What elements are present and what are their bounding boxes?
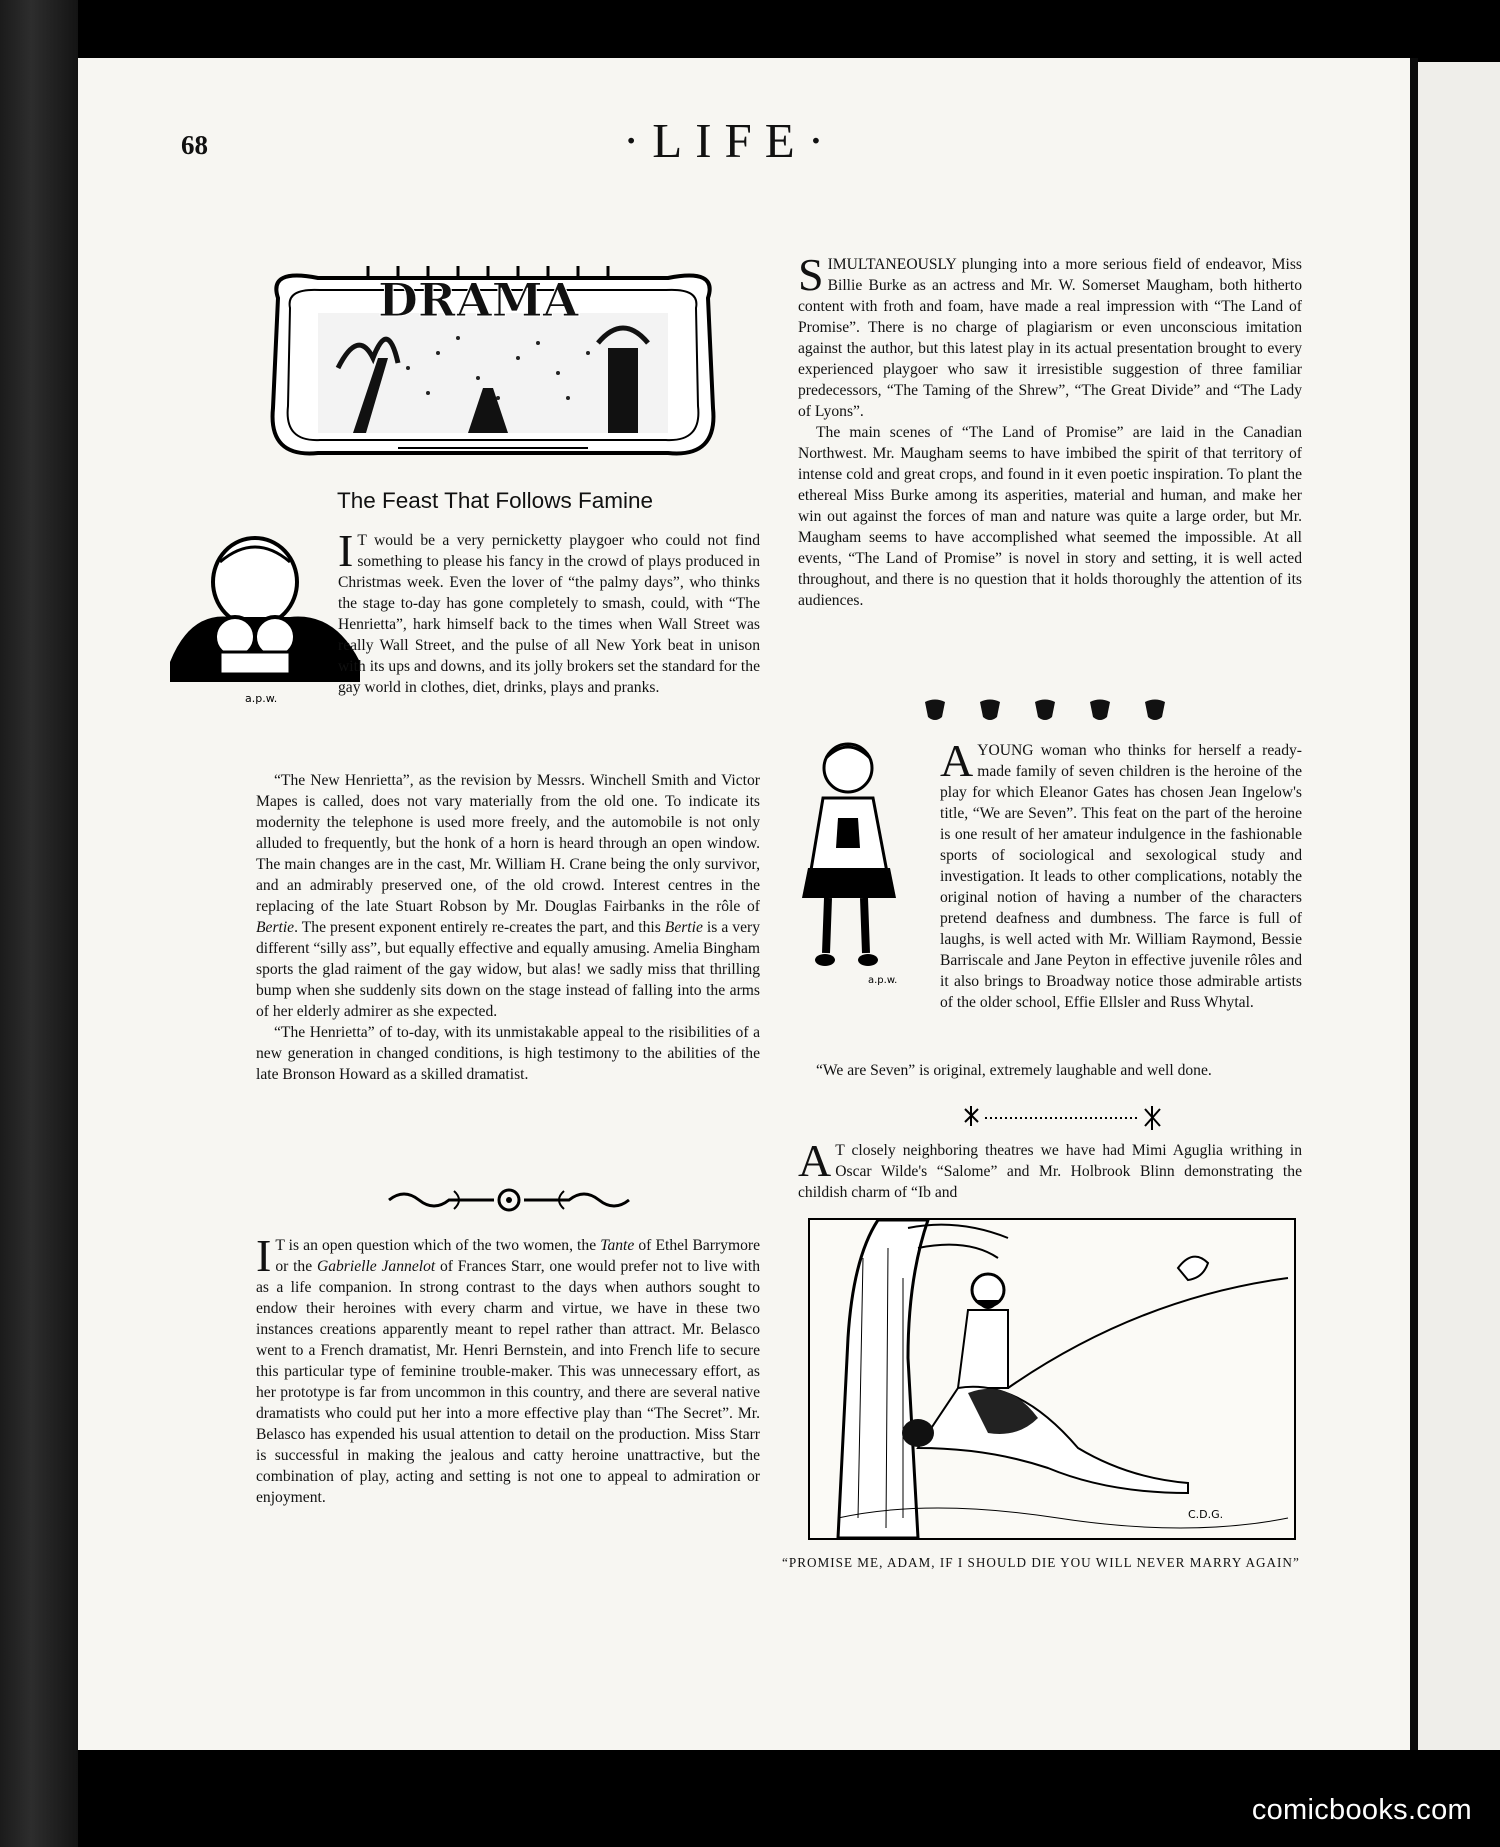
girl-illustration — [798, 738, 928, 988]
article1-lead-block — [338, 525, 760, 698]
article5-body: A T closely neighboring theatres we have had Mimi Aguglia writhing in Oscar Wilde's “Salome” and Mr. Holbrook Blinn demonstrating the childish charm of “Ib and — [798, 1135, 1302, 1201]
scroll-ornament — [384, 1183, 634, 1217]
dropcap-a2: A — [798, 1135, 832, 1186]
article3-paragraph-2: The main scenes of “The Land of Promise” are laid in the Canadian Northwest. Mr. Maugham seems to have imbibed the spirit of that territory of intense cold and great crops, and found in it even poetic inspiration. To plant the ethereal Miss Burke among its asperities, material and human, and make her win out against the forces of man and nature was quite a large order, but Mr. Maugham seems to have accomplished what seemed the impossible. At all events, “The Land of Promise” is novel in story and setting, it is well acted throughout, and there is no question that it holds thoroughly the attention of its audiences. — [798, 424, 1302, 609]
article4-paragraph-2: “We are Seven” is original, extremely laughable and well done. — [816, 1062, 1212, 1079]
article1-paragraph-2: “The New Henrietta”, as the revision by Messrs. Winchell Smith and Victor Mapes is called, does not vary materially from the old one. To indicate its modernity the telephone is used more freely, and the automobile is not only alluded to frequently, but the honk of a horn is heard through an open window. The main changes are in the cast, Mr. William H. Crane being the only survivor, and an admirably preserved one, of the old crowd. Interest centres in the replacing of the late Stuart Robson by Mr. Douglas Fairbanks in the rôle of Bertie. The present exponent entirely re-creates the part, and this Bertie is a very different “silly ass”, but equally effective and equally amusing. Amelia Bingham sports the glad raiment of the gay widow, but alas! we sadly miss that thrilling bump when she suddenly sits down on the stage instead of falling into the arms of her elderly admirer as she expected. — [256, 772, 760, 1020]
dropcap-i2: I — [256, 1230, 272, 1281]
page-number: 68 — [181, 130, 208, 160]
illustration-caption: “PROMISE ME, ADAM, IF I SHOULD DIE YOU WILL NEVER MARRY AGAIN” — [782, 1555, 1300, 1570]
site-watermark: comicbooks.com — [1251, 1794, 1472, 1826]
svg-text:a.p.w.: a.p.w. — [245, 692, 278, 704]
banner-title: DRAMA — [378, 273, 579, 327]
article-heading: The Feast That Follows Famine — [337, 488, 653, 513]
svg-text:a.p.w.: a.p.w. — [868, 975, 898, 986]
dropcap-s: S — [798, 249, 824, 300]
article2-body: I T is an open question which of the two women, the Tante of Ethel Barrymore or the Gabrielle Jannelot of Frances Starr, one would prefer not to live with as a life companion. In strong contrast to the days when authors sought to endow their heroines with every charm and virtue, we have in these two instances creations apparently meant to repel rather than attract. Mr. Belasco went to a French dramatist, Mr. Henri Bernstein, and into French life to secure this particular type of feminine trouble-maker. This was unnecessary effort, as her prototype is far from uncommon in this country, and there are several native dramatists who could put her into a more effective play than “The Secret”. Mr. Belasco has expended his usual attention to detail on the production. Miss Starr is successful in making the jealous and catty heroine unattractive, but the combination of play, acting and setting is not one to appeal to admiration or enjoyment. — [256, 1230, 761, 1506]
adam-eve-illustration — [808, 1218, 1296, 1540]
dropcap-a: A — [940, 735, 974, 786]
scanner-spine — [0, 0, 78, 1847]
masthead-title: ·LIFE· — [622, 113, 838, 168]
ornament-row — [920, 697, 1180, 723]
article1-paragraph-3: “The Henrietta” of to-day, with its unmistakable appeal to the risibilities of a new generation in changed conditions, is high testimony to the abilities of the late Bronson Howard as a skilled dramatist. — [256, 1024, 760, 1083]
dropcap-i: I — [338, 525, 354, 576]
article4-closing — [798, 1060, 1302, 1081]
article4-lead-block: AYOUNG woman who thinks for herself a ready-made family of seven children is the heroine of the play for which Eleanor Gates has chosen Jean Ingelow's title, “We are Seven”. This feat on the part of the heroine is one result of her amateur indulgence in the fashionable sports of sociological and sexological study and investigation. It leads to other complications, notably the original notion of having a number of the characters pretend deafness and dumbness. The farce is full of laughs, is well acted with Mr. William Raymond, Bessie Barriscale and Jane Peyton in effective juvenile rôles and it also brings to Broadway notice those admirable artists of the older school, Effie Ellsler and Russ Whytal. — [940, 735, 1302, 1011]
dotted-flourish — [960, 1104, 1170, 1132]
article3-body: SIMULTANEOUSLY plunging into a more serious field of endeavor, Miss Billie Burke as an actress and Mr. W. Somerset Maugham, both hitherto content with froth and foam, have made a real impression with “The Land of Promise”. There is no charge of plagiarism or even unconscious imitation against the author, but this latest play in its actual presentation brought to every experienced playgoer who saw it irresistible suggestion of three familiar predecessors, “The Taming of the Shrew”, “The Great Divide” and “The Lady of Lyons”. The main scenes of “The Land of Promise” are laid in the Canadian Northwest. Mr. Maugham seems to have imbibed the spirit of that territory of intense cold and great crops, and found in it even poetic inspiration. To plant the ethereal Miss Burke among its asperities, material and human, and make her win out against the forces of man and nature was quite a large order, but Mr. Maugham seems to have accomplished what seemed the impossible. At all events, “The Land of Promise” is novel in story and setting, it is well acted throughout, and there is no question that it holds thoroughly the attention of its audiences. — [798, 249, 1302, 609]
article1-body — [256, 770, 760, 1085]
article1-paragraph-1a: T would be a very pernicketty playgoer who could not find something to please his fancy in the crowd of plays produced in Christmas week. Even the lover of “the palmy days”, who thinks the stage to-day has gone completely to smash, could, with “The Henrietta”, hark himself back to the times when Wall Street was really Wall Street, and the pulse of all New York beat in unison with its ups and downs, and its jolly brokers set the standard for the gay world in clothes, diet, drinks, plays and pranks. — [338, 532, 760, 696]
drama-banner — [258, 258, 728, 468]
svg-text:C.D.G.: C.D.G. — [1188, 1508, 1224, 1521]
page-gutter — [1410, 58, 1418, 1750]
next-page-edge — [1418, 62, 1500, 1750]
